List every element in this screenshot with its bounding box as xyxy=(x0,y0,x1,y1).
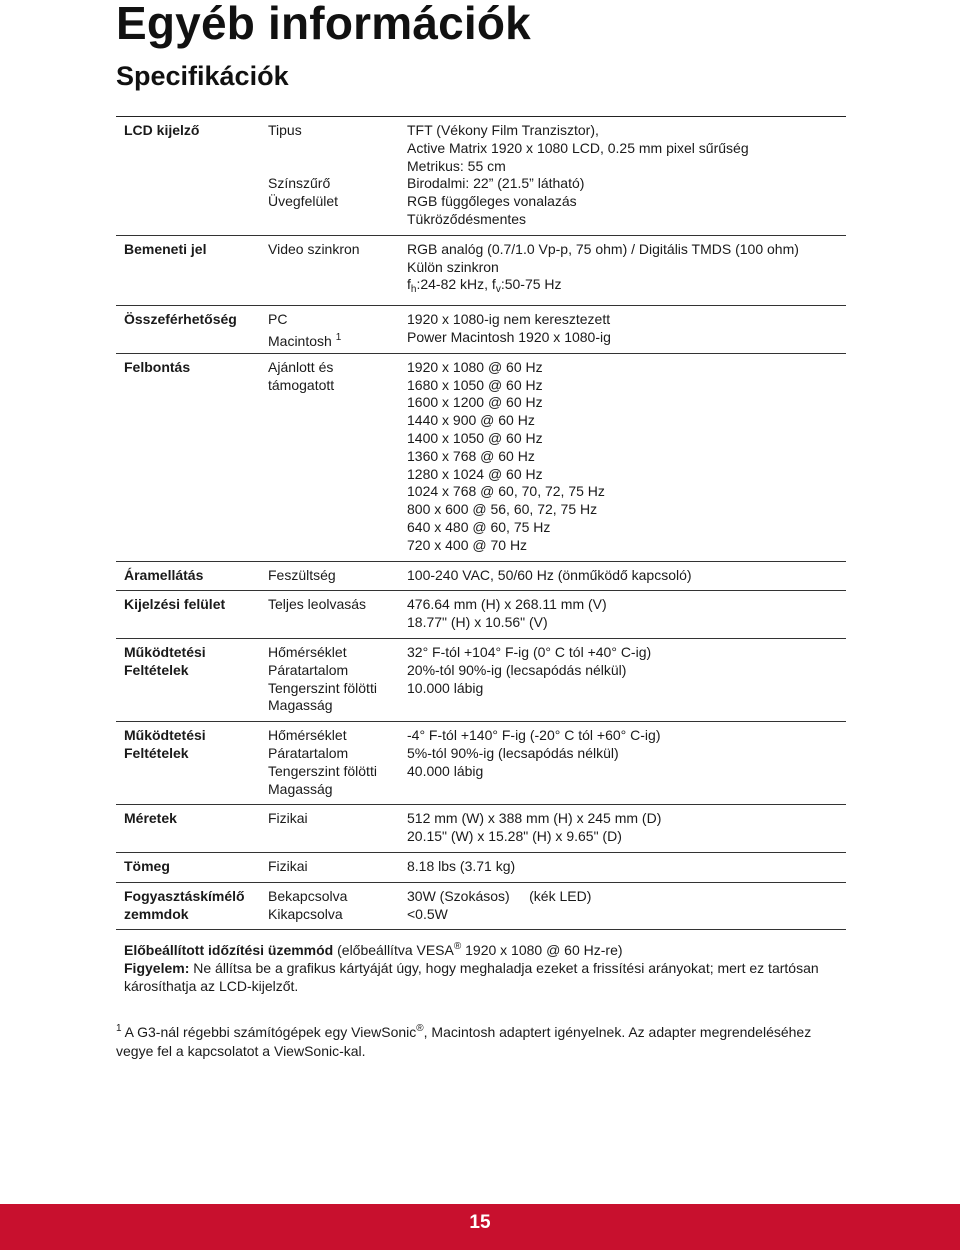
spec-category-line: zemmdok xyxy=(124,905,189,922)
sync-frequency-part: f xyxy=(407,276,411,293)
spec-value xyxy=(407,359,846,555)
spec-row xyxy=(116,883,846,931)
spec-value-line: TFT (Vékony Film Tranzisztor), xyxy=(407,122,599,138)
warning-note xyxy=(124,959,844,995)
spec-category-line: Felbontás xyxy=(124,358,191,375)
spec-value xyxy=(407,727,846,798)
spec-subcategory xyxy=(268,858,408,876)
spec-value-line: 20.15" (W) x 15.28" (H) x 9.65" (D) xyxy=(407,828,622,845)
spec-subcategory-line xyxy=(268,745,408,763)
spec-subcategory-text: Tengerszint fölötti xyxy=(268,679,377,696)
spec-subcategory-line xyxy=(268,763,408,781)
spec-subcategory-line xyxy=(268,906,408,924)
preset-note-heading: Előbeállított időzítési üzemmód xyxy=(124,942,334,958)
spec-subcategory-text: Üvegfelület xyxy=(268,193,339,210)
footnote xyxy=(116,1020,846,1060)
spec-subcategory xyxy=(268,241,408,259)
spec-category xyxy=(124,644,274,680)
spec-value-line: 720 x 400 @ 70 Hz xyxy=(407,536,528,553)
spec-subcategory-text: Páratartalom xyxy=(268,744,349,761)
spec-category-line: Tömeg xyxy=(124,857,170,874)
spec-value xyxy=(407,122,846,229)
spec-subcategory-line xyxy=(268,193,408,211)
spec-row xyxy=(116,639,846,722)
spec-category-line: Összeférhetőség xyxy=(124,311,237,328)
spec-subcategory-line xyxy=(268,662,408,680)
sync-frequency-part: v xyxy=(495,284,501,296)
spec-category-line: Áramellátás xyxy=(124,566,204,583)
spec-subcategory-line xyxy=(268,567,408,585)
spec-value xyxy=(407,311,846,347)
spec-value-line: 30W (Szokásos) (kék LED) xyxy=(407,887,592,904)
spec-value-line: RGB analóg (0.7/1.0 Vp-p, 75 ohm) / Digitális TMDS (100 ohm) xyxy=(407,240,799,257)
spec-row xyxy=(116,236,846,306)
spec-value xyxy=(407,644,846,715)
spec-subcategory xyxy=(268,311,408,351)
spec-subcategory-text: Magasság xyxy=(268,697,333,714)
spec-table xyxy=(116,116,846,930)
spec-value xyxy=(407,858,846,876)
spec-subcategory-text: PC xyxy=(268,311,288,328)
spec-subcategory-text: Video szinkron xyxy=(268,240,360,257)
spec-value-line: 40.000 lábig xyxy=(407,762,484,779)
spec-subcategory-line xyxy=(268,122,408,140)
spec-subcategory-line xyxy=(268,727,408,745)
spec-value xyxy=(407,888,846,924)
spec-category xyxy=(124,567,274,585)
spec-subcategory-line xyxy=(268,140,408,158)
spec-subcategory-line xyxy=(268,241,408,259)
spec-category xyxy=(124,810,274,828)
spec-subcategory-line xyxy=(268,329,408,351)
footnote-text-b: , Macintosh adaptert igényelnek. Az adapter megrendeléséhez vegye fel a kapcsolatot a ViewSonic-kal. xyxy=(116,1024,812,1059)
spec-value-line: 10.000 lábig xyxy=(407,679,484,696)
spec-value-line: 1360 x 768 @ 60 Hz xyxy=(407,447,535,464)
footnote-text-a: A G3-nál régebbi számítógépek egy ViewSonic xyxy=(121,1024,417,1040)
spec-subcategory-line xyxy=(268,377,408,395)
spec-value-line: Active Matrix 1920 x 1080 LCD, 0.25 mm pixel sűrűség xyxy=(407,139,749,156)
spec-subcategory-text: Fizikai xyxy=(268,810,308,827)
spec-subcategory-text: Teljes leolvasás xyxy=(268,596,367,613)
spec-value-line: Metrikus: 55 cm xyxy=(407,157,506,174)
spec-subcategory xyxy=(268,596,408,614)
spec-category-line: Működtetési xyxy=(124,643,206,660)
spec-subcategory-line xyxy=(268,359,408,377)
spec-subcategory-line xyxy=(268,680,408,698)
spec-category xyxy=(124,858,274,876)
preset-note xyxy=(124,938,844,959)
spec-subcategory-text: Fizikai xyxy=(268,857,308,874)
sync-frequency-line xyxy=(407,276,846,299)
spec-subcategory-line xyxy=(268,596,408,614)
sync-frequency-part: :24-82 kHz, f xyxy=(416,276,496,293)
spec-subcategory-text: Feszültség xyxy=(268,566,336,583)
page-title: Egyéb információk xyxy=(116,0,531,49)
spec-value-line: 18.77" (H) x 10.56" (V) xyxy=(407,614,548,631)
spec-subcategory-line xyxy=(268,644,408,662)
spec-category-line: Kijelzési felület xyxy=(124,596,226,613)
spec-category-line: Feltételek xyxy=(124,744,189,761)
spec-row xyxy=(116,722,846,805)
spec-subcategory xyxy=(268,810,408,828)
spec-subcategory-text: Macintosh xyxy=(268,332,332,349)
spec-value-line: 5%-tól 90%-ig (lecsapódás nélkül) xyxy=(407,744,619,761)
spec-row xyxy=(116,853,846,883)
spec-subcategory-text: Bekapcsolva xyxy=(268,887,348,904)
spec-value-line: Birodalmi: 22” (21.5” látható) xyxy=(407,175,585,192)
spec-value-line: 800 x 600 @ 56, 60, 72, 75 Hz xyxy=(407,501,598,518)
spec-subcategory-line xyxy=(268,158,408,176)
page-number: 15 xyxy=(469,1212,491,1233)
spec-value-line: 100-240 VAC, 50/60 Hz (önműködő kapcsoló) xyxy=(407,566,692,583)
spec-subcategory-text: Hőmérséklet xyxy=(268,727,347,744)
spec-category-line: Működtetési xyxy=(124,727,206,744)
spec-subcategory-text: Ajánlott és xyxy=(268,358,334,375)
spec-category xyxy=(124,888,274,924)
spec-subcategory xyxy=(268,122,408,211)
spec-row xyxy=(116,805,846,853)
spec-subcategory xyxy=(268,888,408,924)
spec-value-line: 1680 x 1050 @ 60 Hz xyxy=(407,376,543,393)
footnote-mark: 1 xyxy=(116,1023,122,1034)
spec-category-line: Bemeneti jel xyxy=(124,240,207,257)
spec-subcategory-text: Hőmérséklet xyxy=(268,643,347,660)
spec-value-line: 1024 x 768 @ 60, 70, 72, 75 Hz xyxy=(407,483,605,500)
spec-value xyxy=(407,241,846,299)
spec-row xyxy=(116,306,846,354)
spec-value-line: 32° F-tól +104° F-ig (0° C tól +40° C-ig) xyxy=(407,643,652,660)
spec-subcategory xyxy=(268,567,408,585)
sync-frequency-part: h xyxy=(410,284,417,296)
spec-row xyxy=(116,562,846,592)
spec-value xyxy=(407,596,846,632)
spec-value-line: 1600 x 1200 @ 60 Hz xyxy=(407,394,543,411)
spec-value-line: Power Macintosh 1920 x 1080-ig xyxy=(407,328,611,345)
spec-category xyxy=(124,359,274,377)
spec-row xyxy=(116,591,846,639)
spec-subcategory-text: Páratartalom xyxy=(268,661,349,678)
spec-subcategory xyxy=(268,359,408,395)
spec-subcategory-text: Tengerszint fölötti xyxy=(268,762,377,779)
spec-value xyxy=(407,567,846,585)
spec-subcategory-line xyxy=(268,888,408,906)
spec-value-line: 640 x 480 @ 60, 75 Hz xyxy=(407,518,551,535)
spec-subcategory-line xyxy=(268,175,408,193)
spec-subcategory-line xyxy=(268,810,408,828)
spec-value-line: RGB függőleges vonalazás xyxy=(407,193,577,210)
preset-note-rest: 1920 x 1080 @ 60 Hz-re) xyxy=(461,942,623,958)
spec-subcategory-line xyxy=(268,781,408,799)
preset-note-text: (előbeállítva VESA xyxy=(333,942,454,958)
spec-subcategory-line xyxy=(268,311,408,329)
spec-subcategory-line xyxy=(268,697,408,715)
spec-value-line: 1400 x 1050 @ 60 Hz xyxy=(407,429,543,446)
spec-category-line: Fogyasztáskímélő xyxy=(124,887,245,904)
spec-subcategory-text: Kikapcsolva xyxy=(268,905,343,922)
spec-subcategory-text: Magasság xyxy=(268,780,333,797)
spec-value-line: Külön szinkron xyxy=(407,258,499,275)
spec-row xyxy=(116,354,846,562)
footnote-registered-mark: ® xyxy=(416,1023,424,1034)
spec-subcategory xyxy=(268,644,408,715)
spec-category xyxy=(124,241,274,259)
sync-frequency-part: :50-75 Hz xyxy=(500,276,562,293)
section-title: Specifikációk xyxy=(116,61,289,91)
footnote-reference: 1 xyxy=(335,331,342,343)
warning-text: Ne állítsa be a grafikus kártyáját úgy, hogy meghaladja ezeket a frissítési arányokat; mert ez tartósan károsíthatja az LCD-kijelzőt. xyxy=(124,960,819,994)
spec-value-line: 1280 x 1024 @ 60 Hz xyxy=(407,465,543,482)
spec-category-line: Méretek xyxy=(124,810,177,827)
spec-category xyxy=(124,311,274,329)
spec-category xyxy=(124,122,274,140)
spec-subcategory-text: Tipus xyxy=(268,122,302,138)
warning-heading: Figyelem: xyxy=(124,960,190,976)
spec-subcategory-line xyxy=(268,858,408,876)
registered-mark: ® xyxy=(453,941,462,952)
spec-subcategory-text: Színszűrő xyxy=(268,175,331,192)
spec-value-line: 476.64 mm (H) x 268.11 mm (V) xyxy=(407,596,607,613)
spec-value-line: 20%-tól 90%-ig (lecsapódás nélkül) xyxy=(407,661,627,678)
spec-category-line: LCD kijelző xyxy=(124,122,200,138)
timing-notes xyxy=(124,938,844,995)
spec-subcategory xyxy=(268,727,408,798)
spec-value-line: 1920 x 1080-ig nem keresztezett xyxy=(407,311,611,328)
spec-value-line: 1440 x 900 @ 60 Hz xyxy=(407,412,535,429)
spec-category xyxy=(124,596,274,614)
spec-category-line: Feltételek xyxy=(124,661,189,678)
spec-value-line: 1920 x 1080 @ 60 Hz xyxy=(407,358,543,375)
spec-value-line: 8.18 lbs (3.71 kg) xyxy=(407,857,516,874)
spec-subcategory-text: támogatott xyxy=(268,376,335,393)
spec-row xyxy=(116,117,846,236)
spec-category xyxy=(124,727,274,763)
spec-value xyxy=(407,810,846,846)
spec-value-line: 512 mm (W) x 388 mm (H) x 245 mm (D) xyxy=(407,810,662,827)
spec-value-line: -4° F-tól +140° F-ig (-20° C tól +60° C-ig) xyxy=(407,727,661,744)
spec-value-line: Tükröződésmentes xyxy=(407,210,527,227)
spec-value-line: <0.5W xyxy=(407,905,448,922)
